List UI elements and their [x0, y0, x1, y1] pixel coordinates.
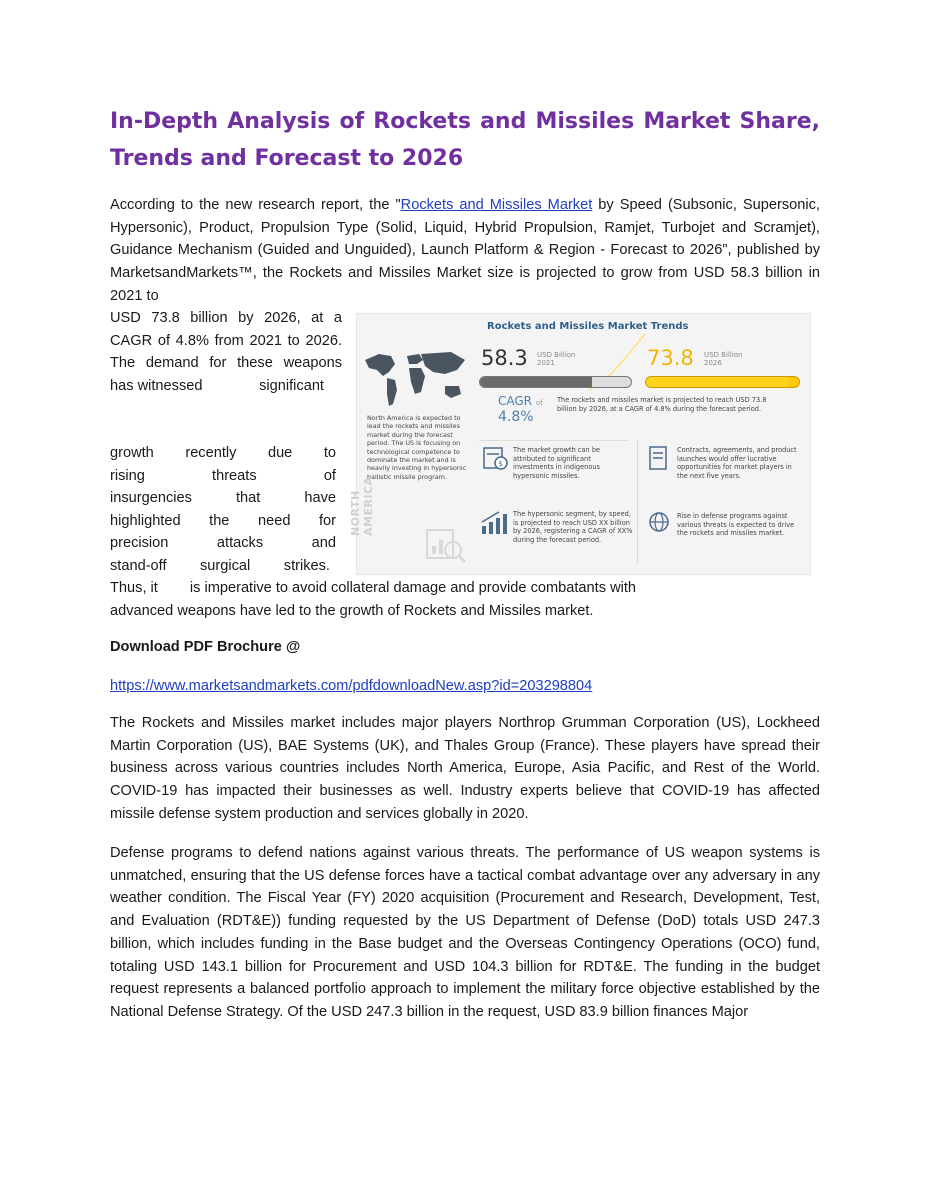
wrap-word: to	[323, 445, 336, 461]
page-title: In-Depth Analysis of Rockets and Missiles Market Share, Trends and Forecast to 2026	[110, 109, 820, 171]
wrap-word: need	[257, 512, 291, 529]
wrap-line	[110, 465, 336, 488]
download-link[interactable]: https://www.marketsandmarkets.com/pdfdownloadNew.asp?id=203298804	[110, 678, 593, 694]
bar-2026	[645, 376, 800, 388]
wrap-word: precision	[110, 535, 169, 552]
wrap-word: and	[311, 535, 336, 552]
wrap-line	[110, 555, 330, 578]
wrap-word: stand-off	[110, 557, 167, 574]
download-label: Download PDF Brochure @	[110, 639, 301, 655]
wrap-line	[110, 510, 336, 533]
wrap-word: threats	[212, 467, 257, 484]
wrap-text-2	[110, 442, 336, 578]
intro-lead: According to the new research report, the "	[110, 197, 401, 213]
wrap-line	[110, 442, 336, 465]
thus-line-2: advanced weapons have led to the growth of Rockets and Missiles market.	[110, 603, 594, 619]
wrap-line	[110, 487, 336, 510]
bar-2026-fill	[646, 377, 788, 387]
divider	[637, 440, 638, 564]
bar-growth-icon	[479, 510, 509, 536]
globe-icon	[647, 510, 671, 534]
wrap-word: significant	[259, 378, 324, 394]
wrap-text-1-content: USD 73.8 billion by 2026, at a CAGR of 4.8% from 2021 to 2026. The demand for these weapons	[110, 310, 342, 372]
year-2026: 2026	[704, 359, 722, 367]
wrap-word: due	[267, 445, 293, 461]
thus-line	[110, 577, 636, 600]
growth-attribution-text: The market growth can be attributed to significant investments in indigenous hypersonic missiles.	[513, 446, 601, 480]
north-america-label: NORTH AMERICA	[349, 476, 375, 536]
north-america-text: North America is expected to lead the rockets and missiles market during the forecast period. The US is focusing on technological competence to dominate the market and is heavily investing in hypersonic ballistic missile program.	[367, 414, 467, 481]
players-paragraph: The Rockets and Missiles market includes major players Northrop Grumman Corporation (US), Lockheed Martin Corporation (US), BAE Systems (UK), and Thales Group (France). These players have spread their business across various countries includes North America, Europe, Asia Pacific, and Rest of the World. COVID-19 has impacted their businesses as well. Industry experts believe that COVID-19 has affected missile defense system production and services globally in 2020.	[110, 715, 820, 822]
investment-icon	[481, 444, 509, 472]
defense-paragraph: Defense programs to defend nations against various threats. The performance of US weapon systems is unmatched, ensuring that the US defense forces have a tactical combat advantage over any adversary in any weather condition. The Fiscal Year (FY) 2020 acquisition (Procurement and Research, Development, Test, and Evaluation (RDT&E)) funding requested by the US Department of Defense (DoD) totals USD 247.3 billion, which includes funding in the Base budget and the Overseas Contingency Operations (OCO) fund, totaling USD 143.1 billion for Procurement and USD 104.3 billion for RDT&E. The funding in the budget request represents a balanced portfolio approach to implement the military force objective established by the National Defense Strategy. Of the USD 247.3 billion in the request, USD 83.9 billion finances Major	[110, 845, 820, 1020]
bar-2021	[479, 376, 632, 388]
value-2026: 73.8	[647, 346, 694, 370]
wrap-line	[110, 532, 336, 555]
cagr-label-text: CAGR	[498, 394, 533, 408]
wrap-word: of	[323, 467, 336, 484]
market-link[interactable]: Rockets and Missiles Market	[400, 197, 593, 213]
world-map-icon	[361, 346, 471, 412]
wrap-word: the	[209, 512, 230, 529]
thus-lead: Thus, it	[110, 580, 158, 596]
analysis-chart-icon	[423, 522, 467, 566]
defense-programs-text: Rise in defense programs against various threats is expected to drive the rockets and missiles market.	[677, 512, 795, 538]
wrap-word: has witnessed	[110, 378, 203, 394]
bar-2021-fill	[480, 377, 592, 387]
wrap-text-1	[110, 307, 342, 398]
wrap-word: highlighted	[110, 512, 181, 529]
wrap-text-1-body	[110, 307, 342, 375]
contract-icon	[647, 444, 671, 472]
wrap-word: rising	[110, 467, 145, 484]
thus-rest: is imperative to avoid collateral damage and provide combatants with	[189, 580, 637, 596]
svg-text:$: $	[498, 460, 503, 468]
contracts-text: Contracts, agreements, and product launches would offer lucrative opportunities for market players in the next five years.	[677, 446, 797, 480]
wrap-word: recently	[185, 445, 237, 461]
hypersonic-segment-text: The hypersonic segment, by speed, is projected to reach USD XX billion by 2026, registering a CAGR of XX% during the forecast period.	[513, 510, 633, 544]
unit-2021: USD Billion	[537, 351, 576, 359]
wrap-word: surgical	[200, 557, 251, 574]
wrap-text-1-last-line	[110, 375, 324, 398]
wrap-word: for	[318, 512, 336, 529]
year-2021: 2021	[537, 359, 555, 367]
cagr-label	[498, 394, 543, 408]
cagr-of: of	[535, 399, 543, 407]
wrap-word: that	[235, 490, 261, 507]
intro-paragraph	[110, 194, 820, 308]
divider	[479, 440, 629, 441]
market-trends-infographic	[349, 313, 811, 575]
infographic-title: Rockets and Missiles Market Trends	[487, 321, 689, 332]
intro-rest: by Speed (Subsonic, Supersonic, Hypersonic), Product, Propulsion Type (Solid, Liquid, Hybrid Propulsion, Ramjet, Turbojet and Scramjet), Guidance Mechanism (Guided and Unguided), Launch Platform & Region - Forecast to 2026", published by MarketsandMarkets™, the Rockets and Missiles Market size is projected to grow from USD 58.3 billion in 2021 to	[110, 197, 820, 304]
wrap-word: growth	[110, 445, 154, 461]
unit-2026: USD Billion	[704, 351, 743, 359]
projection-text: The rockets and missiles market is projected to reach USD 73.8 billion by 2026, at a CAGR of 4.8% during the forecast period.	[557, 396, 767, 413]
cagr-value: 4.8%	[498, 409, 534, 425]
value-2021: 58.3	[481, 346, 528, 370]
wrap-word: strikes.	[283, 557, 330, 574]
wrap-word: attacks	[216, 535, 264, 552]
wrap-word: have	[304, 490, 336, 507]
wrap-word: insurgencies	[110, 490, 192, 507]
